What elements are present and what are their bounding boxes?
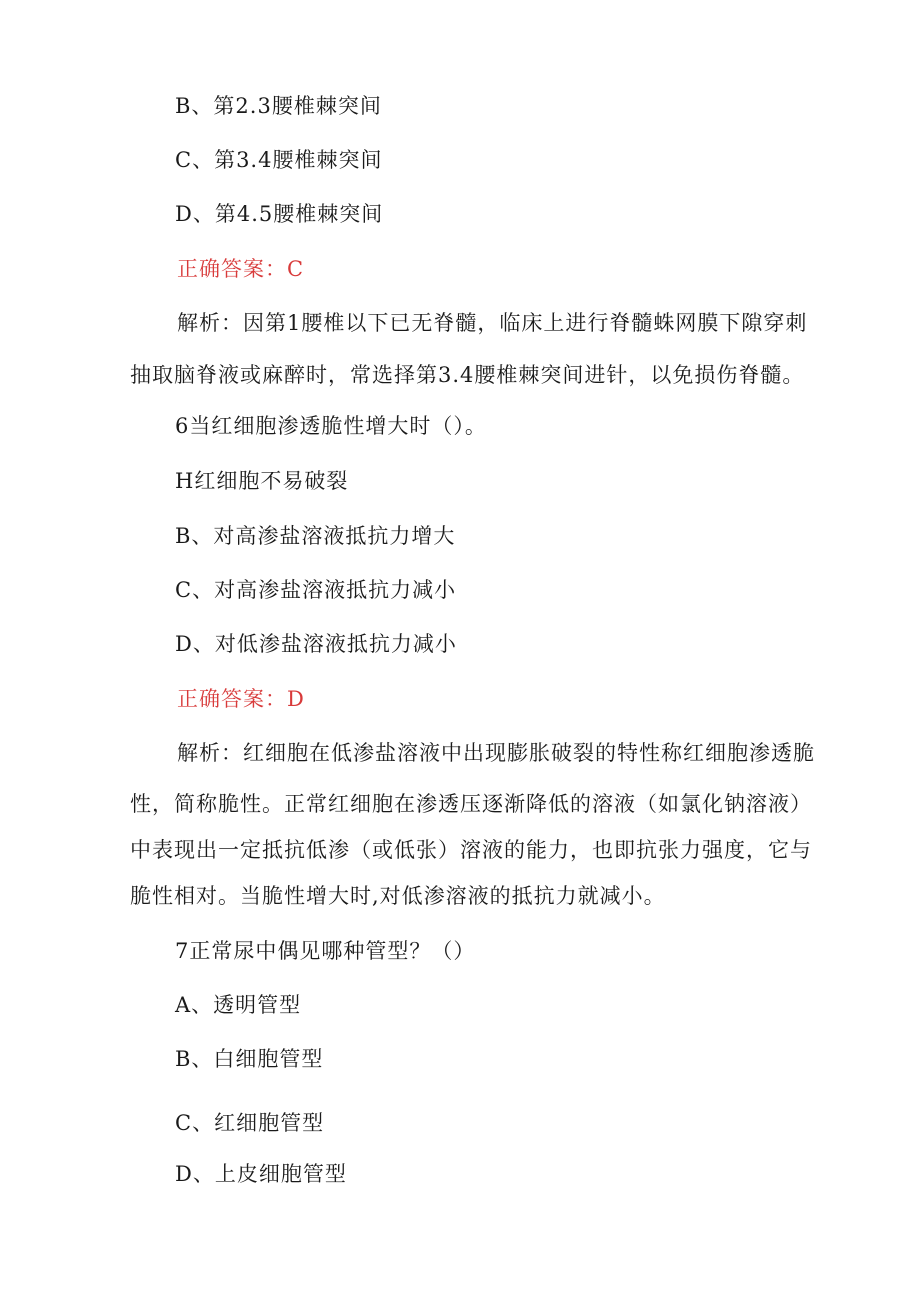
q6-correct-answer: 正确答案：D	[177, 687, 305, 711]
q5-option-d: D、第4.5腰椎棘突间	[175, 202, 384, 226]
q5-option-b: B、第2.3腰椎棘突间	[175, 94, 382, 118]
q6-explanation-line: 中表现出一定抵抗低渗（或低张）溶液的能力，也即抗张力强度，它与	[130, 838, 812, 862]
q6-question: 6当红细胞渗透脆性增大时（）。	[175, 414, 487, 438]
q6-option-d: D、对低渗盐溶液抵抗力减小	[175, 632, 457, 656]
q5-option-c: C、第3.4腰椎棘突间	[175, 148, 383, 172]
q6-option-b: B、对高渗盐溶液抵抗力增大	[175, 524, 456, 548]
q7-option-d: D、上皮细胞管型	[175, 1162, 347, 1186]
q7-option-c: C、红细胞管型	[175, 1111, 325, 1135]
q6-option-c: C、对高渗盐溶液抵抗力减小	[175, 578, 457, 602]
q6-explanation-line: 脆性相对。当脆性增大时,对低渗溶液的抵抗力就减小。	[130, 884, 666, 908]
q6-option-a: H红细胞不易破裂	[175, 469, 349, 493]
q6-explanation-line: 解析：红细胞在低渗盐溶液中出现膨胀破裂的特性称红细胞渗透脆	[177, 741, 815, 765]
q6-explanation-line: 性，简称脆性。正常红细胞在渗透压逐渐降低的溶液（如氯化钠溶液）	[130, 792, 812, 816]
q5-explanation-line: 抽取脑脊液或麻醉时，常选择第3.4腰椎棘突间进针，以免损伤脊髓。	[130, 363, 805, 387]
q5-explanation-line: 解析：因第1腰椎以下已无脊髓，临床上进行脊髓蛛网膜下隙穿刺	[177, 311, 808, 335]
q7-question: 7正常尿中偶见哪种管型？（）	[175, 939, 476, 963]
q5-correct-answer: 正确答案：C	[177, 257, 305, 281]
q7-option-b: B、白细胞管型	[175, 1047, 324, 1071]
q7-option-a: A、透明管型	[175, 993, 302, 1017]
